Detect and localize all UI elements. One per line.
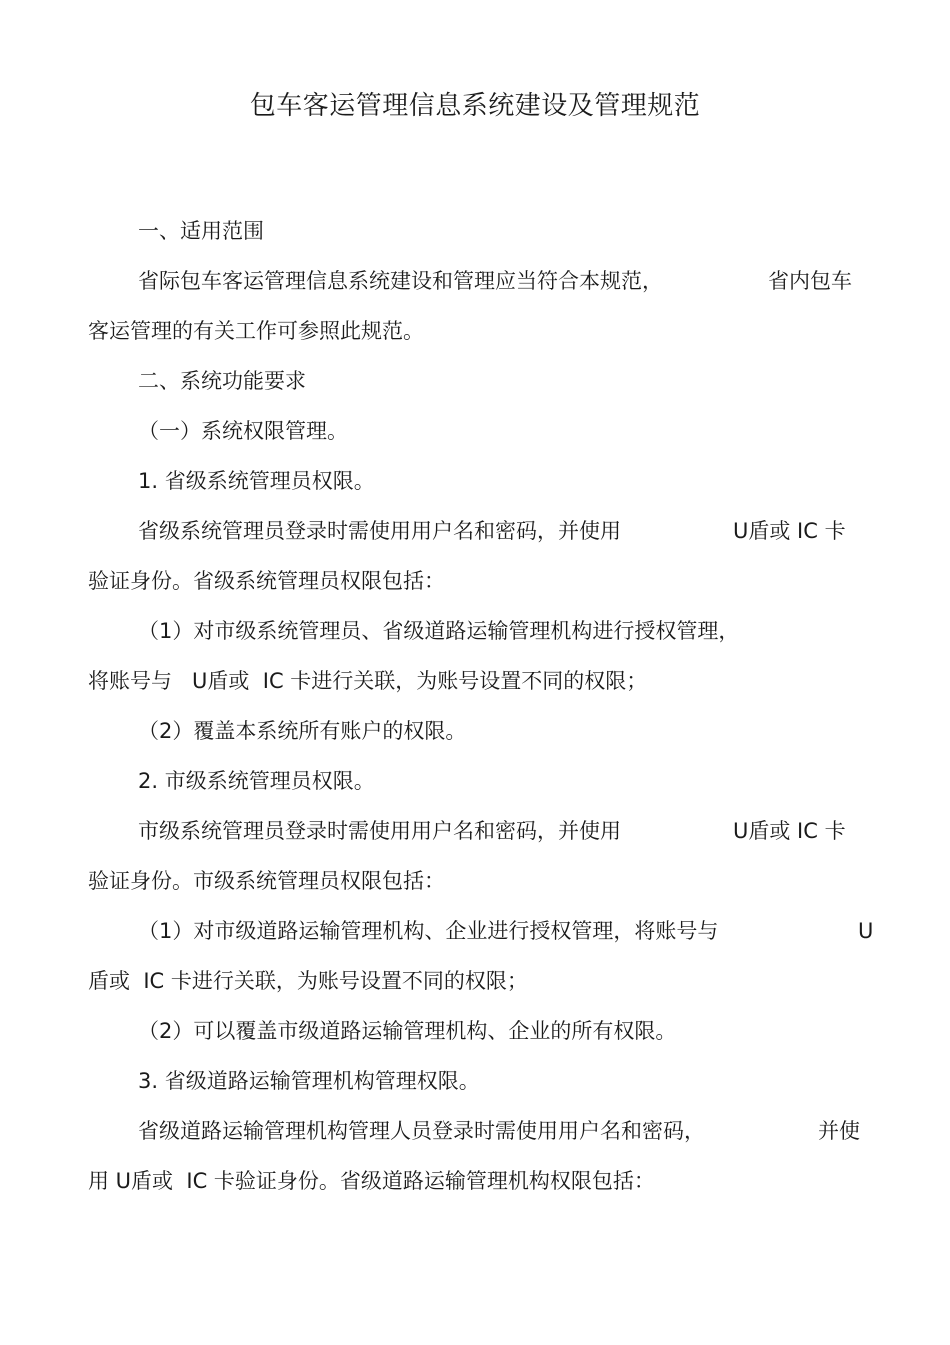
city-admin-point2: （2）可以覆盖市级道路运输管理机构、企业的所有权限。 [138, 1019, 677, 1043]
provincial-admin-point2: （2）覆盖本系统所有账户的权限。 [138, 719, 467, 743]
scope-paragraph-line1-a: 省际包车客运管理信息系统建设和管理应当符合本规范， [138, 269, 663, 293]
city-admin-line2: 验证身份。市级系统管理员权限包括： [88, 869, 445, 893]
provincial-admin-point1-line1: （1）对市级系统管理员、省级道路运输管理机构进行授权管理， [138, 619, 740, 643]
provincial-agency-line2: 用 U盾或 IC 卡验证身份。省级道路运输管理机构权限包括： [88, 1169, 655, 1193]
city-admin-line1-b: U盾或 IC 卡 [733, 819, 846, 843]
provincial-admin-point1-line2: 将账号与 U盾或 IC 卡进行关联，为账号设置不同的权限； [88, 669, 648, 693]
item-heading-provincial-transport-agency: 3. 省级道路运输管理机构管理权限。 [138, 1069, 480, 1093]
scope-paragraph-line2: 客运管理的有关工作可参照此规范。 [88, 319, 424, 343]
city-admin-point1-line2: 盾或 IC 卡进行关联，为账号设置不同的权限； [88, 969, 528, 993]
provincial-agency-line1-a: 省级道路运输管理机构管理人员登录时需使用用户名和密码， [138, 1119, 705, 1143]
section-heading-requirements: 二、系统功能要求 [138, 369, 306, 393]
section-heading-scope: 一、适用范围 [138, 219, 264, 243]
item-heading-city-admin: 2. 市级系统管理员权限。 [138, 769, 375, 793]
city-admin-point1-line1-b: U [858, 919, 874, 943]
document-title: 包车客运管理信息系统建设及管理规范 [249, 91, 701, 121]
scope-paragraph-line1-b: 省内包车 [768, 269, 852, 293]
provincial-admin-line2: 验证身份。省级系统管理员权限包括： [88, 569, 445, 593]
subsection-heading-permissions: （一）系统权限管理。 [138, 419, 348, 443]
item-heading-provincial-admin: 1. 省级系统管理员权限。 [138, 469, 375, 493]
city-admin-line1-a: 市级系统管理员登录时需使用用户名和密码，并使用 [138, 819, 621, 843]
provincial-agency-line1-b: 并使 [818, 1119, 860, 1143]
city-admin-point1-line1-a: （1）对市级道路运输管理机构、企业进行授权管理，将账号与 [138, 919, 719, 943]
provincial-admin-line1-b: U盾或 IC 卡 [733, 519, 846, 543]
provincial-admin-line1-a: 省级系统管理员登录时需使用用户名和密码，并使用 [138, 519, 621, 543]
